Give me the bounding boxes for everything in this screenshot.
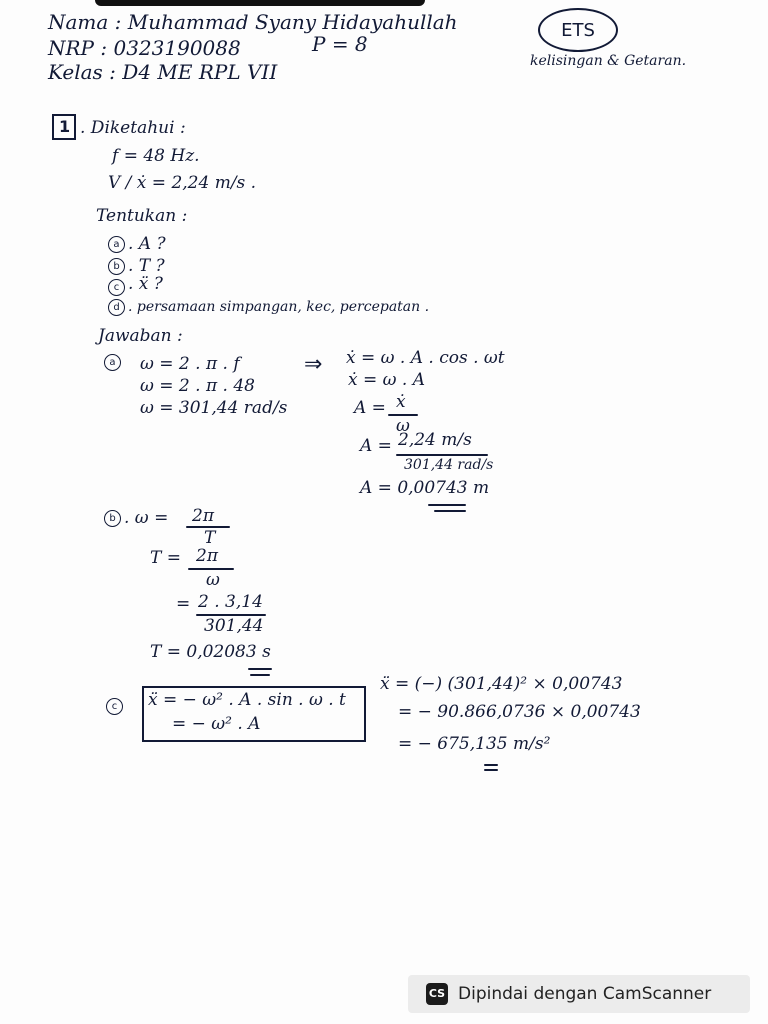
answer-b-line-1-lhs: . ω = bbox=[124, 508, 169, 528]
given-frequency: f = 48 Hz. bbox=[112, 146, 200, 166]
answer-a-right-line-1: ẋ = ω . A . cos . ωt bbox=[346, 348, 505, 368]
answer-b-line-2-den: ω bbox=[206, 570, 220, 590]
acceleration-underline-1 bbox=[484, 764, 498, 766]
fraction-1-numerator: ẋ bbox=[396, 392, 406, 412]
answer-b-marker: b bbox=[104, 510, 121, 527]
fraction-2-numerator: 2,24 m/s bbox=[398, 430, 472, 450]
tentukan-label: Tentukan : bbox=[96, 206, 188, 226]
answer-c-marker: c bbox=[106, 698, 123, 715]
answer-b-line-1-num: 2π bbox=[192, 506, 214, 526]
fraction-2-denominator: 301,44 rad/s bbox=[404, 457, 494, 473]
problem-number-box bbox=[52, 114, 76, 140]
fraction-1-lhs: A = bbox=[354, 398, 386, 418]
item-marker-c: c bbox=[108, 279, 125, 296]
answer-a-line-3: ω = 301,44 rad/s bbox=[140, 398, 288, 418]
item-d-text: . persamaan simpangan, kec, percepatan . bbox=[128, 299, 430, 315]
answer-a-marker: a bbox=[104, 354, 121, 371]
camscanner-watermark bbox=[408, 975, 750, 1013]
answer-b-line-3-lhs: = bbox=[176, 594, 191, 614]
item-c-text: . ẍ ? bbox=[128, 274, 163, 294]
period-result: T = 0,02083 s bbox=[150, 642, 271, 662]
answer-a-line-2: ω = 2 . π . 48 bbox=[140, 376, 255, 396]
answer-b-line-1-den: T bbox=[204, 528, 216, 548]
answer-a-line-1: ω = 2 . π . f bbox=[140, 354, 240, 374]
problem-set-p: P = 8 bbox=[312, 32, 368, 56]
acceleration-underline-2 bbox=[484, 769, 498, 771]
result-underline-1 bbox=[428, 504, 466, 506]
student-nrp: NRP : 0323190088 bbox=[48, 36, 241, 60]
fraction-2-lhs: A = bbox=[360, 436, 392, 456]
answer-b-line-2-lhs: T = bbox=[150, 548, 181, 568]
given-velocity: V / ẋ = 2,24 m/s . bbox=[108, 173, 257, 193]
ets-oval-stamp bbox=[538, 8, 618, 52]
ets-label: ETS bbox=[561, 20, 595, 41]
item-marker-d: d bbox=[108, 299, 125, 316]
student-class: Kelas : D4 ME RPL VII bbox=[48, 60, 278, 84]
subject-label: kelisingan & Getaran. bbox=[530, 53, 687, 69]
period-underline-2 bbox=[250, 674, 270, 676]
acceleration-calc-line-2: = − 90.866,0736 × 0,00743 bbox=[398, 702, 641, 722]
acceleration-result: = − 675,135 m/s² bbox=[398, 734, 551, 754]
result-underline-2 bbox=[434, 510, 466, 512]
answer-a-right-line-2: ẋ = ω . A bbox=[348, 370, 425, 390]
student-name: Nama : Muhammad Syany Hidayahullah bbox=[48, 10, 458, 34]
item-marker-a: a bbox=[108, 236, 125, 253]
amplitude-result: A = 0,00743 m bbox=[360, 478, 490, 498]
item-a-text: . A ? bbox=[128, 234, 166, 254]
diketahui-label: . Diketahui : bbox=[80, 118, 186, 138]
period-underline-1 bbox=[248, 668, 272, 670]
camscanner-text: Dipindai dengan CamScanner bbox=[458, 984, 712, 1004]
acceleration-formula-line-1: ẍ = − ω² . A . sin . ω . t bbox=[148, 690, 346, 710]
jawaban-label: Jawaban : bbox=[98, 326, 183, 346]
implies-arrow-icon: ⇒ bbox=[304, 352, 323, 377]
acceleration-calc-line-1: ẍ = (−) (301,44)² × 0,00743 bbox=[380, 674, 623, 694]
problem-number: 1 bbox=[59, 117, 71, 136]
answer-b-line-2-num: 2π bbox=[196, 546, 218, 566]
fraction-1-denominator: ω bbox=[396, 416, 410, 436]
item-b-text: . T ? bbox=[128, 256, 165, 276]
fraction-2-bar bbox=[396, 454, 488, 456]
item-marker-b: b bbox=[108, 258, 125, 275]
answer-b-line-3-num: 2 . 3,14 bbox=[198, 592, 263, 612]
scan-edge-shadow bbox=[95, 0, 425, 6]
camscanner-logo-icon: CS bbox=[426, 983, 448, 1005]
answer-b-line-3-den: 301,44 bbox=[204, 616, 264, 636]
acceleration-formula-line-2: = − ω² . A bbox=[172, 714, 261, 734]
